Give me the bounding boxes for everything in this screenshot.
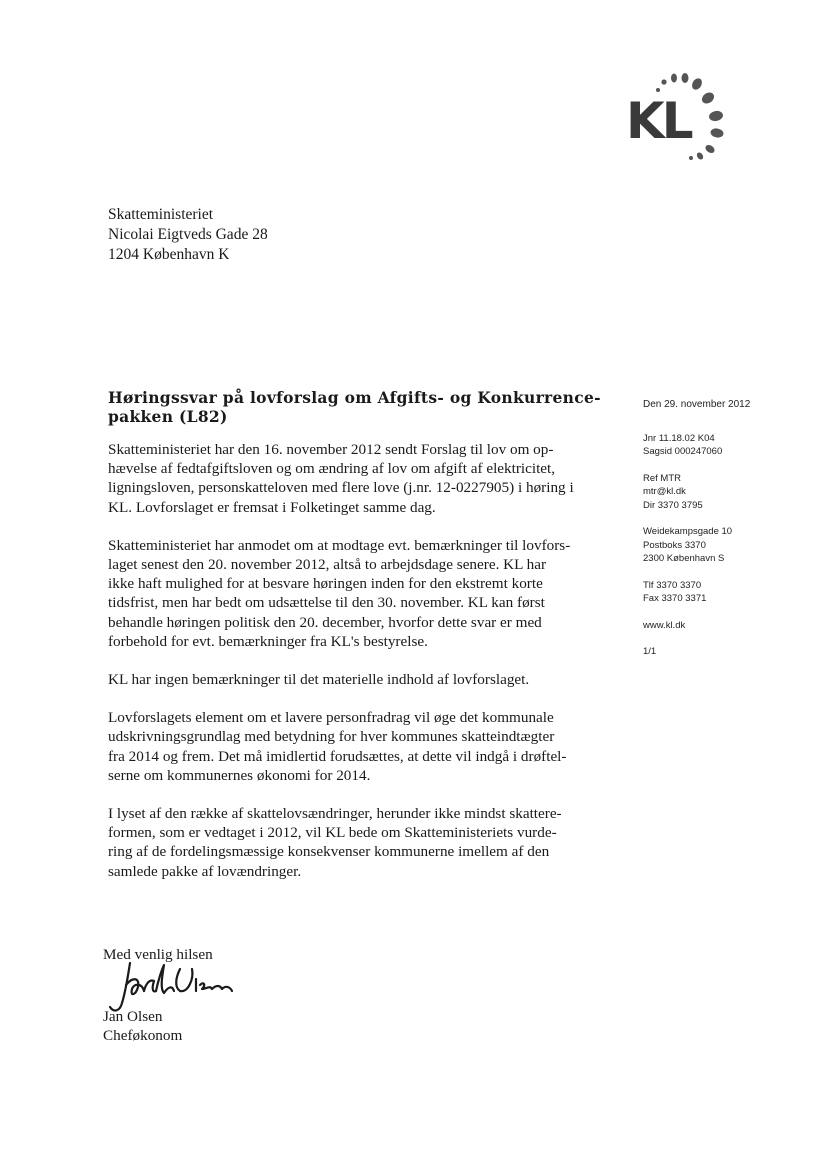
body-paragraph: KL har ingen bemærkninger til det materielle indhold af lovforslaget. xyxy=(108,671,530,689)
body-paragraph: Skatteministeriet har den 16. november 2012 sendt Forslag til lov om op- hævelse af fedtafgiftsloven og om ændring af lov om afgift af elektricitet, ligningsloven, personskatteloven med flere love (j.nr. 12-0227905) i høring i KL. Lovforslaget er fremsat i Folketinget samme dag. xyxy=(108,441,574,516)
body-paragraph: I lyset af den række af skattelovsændringer, herunder ikke mindst skattere- formen, som er vedtaget i 2012, vil KL bede om Skatteministeriets vurde- ring af de fordelingsmæssige konsekvenser kommunerne imellem af den samlede pakke af lovændringer. xyxy=(108,805,562,880)
letter-body xyxy=(108,440,588,900)
sender-website: www.kl.dk xyxy=(643,619,686,631)
kl-logo-text: KL xyxy=(626,92,691,150)
recipient-address xyxy=(108,205,268,265)
signer-block xyxy=(103,1007,182,1045)
sender-city: 2300 København S xyxy=(643,553,725,564)
sender-info-sidebar xyxy=(643,398,803,672)
letter-title: Høringssvar på lovforslag om Afgifts- og Konkurrence- pakken (L82) xyxy=(108,388,601,426)
page-number-group xyxy=(643,645,803,659)
recipient-line: 1204 København K xyxy=(108,246,230,263)
sender-website-group xyxy=(643,619,803,633)
sender-phone-fax xyxy=(643,579,803,606)
case-reference xyxy=(643,432,803,459)
sender-phone: Tlf 3370 3370 xyxy=(643,579,702,591)
contact-reference xyxy=(643,472,803,513)
contact-direct-phone: Dir 3370 3795 xyxy=(643,499,703,511)
case-journal-number: Jnr 11.18.02 K04 xyxy=(643,432,715,444)
sender-street: Weidekampsgade 10 xyxy=(643,526,733,537)
contact-email: mtr@kl.dk xyxy=(643,486,686,497)
recipient-line: Skatteministeriet xyxy=(108,206,214,223)
kl-logo xyxy=(622,70,732,165)
closing-greeting: Med venlig hilsen xyxy=(103,946,213,963)
signer-name: Jan Olsen xyxy=(103,1008,163,1025)
contact-ref: Ref MTR xyxy=(643,472,681,484)
sender-pobox: Postboks 3370 xyxy=(643,539,706,551)
signer-role: Cheføkonom xyxy=(103,1027,183,1044)
page-number: 1/1 xyxy=(643,646,657,657)
sender-address xyxy=(643,525,803,566)
letter-date: Den 29. november 2012 xyxy=(643,399,751,410)
recipient-line: Nicolai Eigtveds Gade 28 xyxy=(108,226,268,243)
body-paragraph: Lovforslagets element om et lavere personfradrag vil øge det kommunale udskrivningsgrundlag med betydning for hver kommunes skatteindtægter fra 2014 og frem. Det må imidlertid forudsættes, at dette vil indgå i drøftel- serne om kommunernes økonomi for 2014. xyxy=(108,709,567,784)
case-id: Sagsid 000247060 xyxy=(643,446,723,457)
body-paragraph: Skatteministeriet har anmodet om at modtage evt. bemærkninger til lovfors- laget senest den 20. november 2012, altså to arbejdsdage senere. KL har ikke haft mulighed for at besvare høringen inden for den ekstremt korte tidsfrist, men har bedt om udsættelse til den 30. november. KL kan først behandle høringen politisk den 20. december, hvorfor dette svar er med forbehold for evt. bemærkninger fra KL's bestyrelse. xyxy=(108,536,571,650)
sender-fax: Fax 3370 3371 xyxy=(643,593,707,604)
